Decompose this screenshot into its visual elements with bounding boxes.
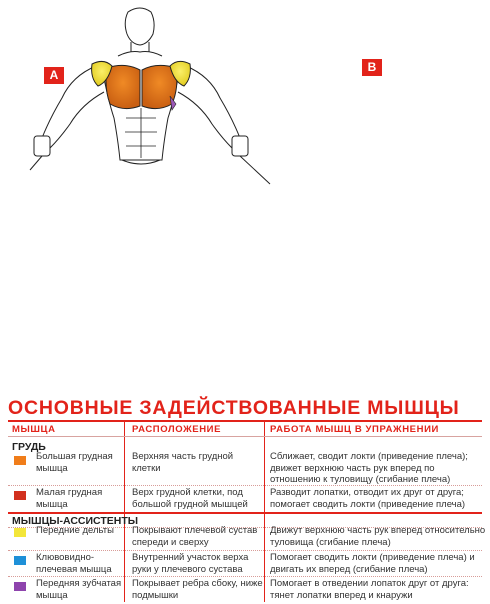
title-rule [8, 420, 482, 422]
row-separator [8, 550, 482, 551]
muscle-work: Движут верхнюю часть рук вперед относительно туловища (сгибание плеча) [270, 525, 486, 548]
header-work: РАБОТА МЫШЦ В УПРАЖНЕНИИ [270, 424, 439, 435]
section-assistants: МЫШЦЫ-АССИСТЕНТЫ [12, 515, 139, 527]
section-rule [8, 512, 482, 514]
muscle-name: Клювовидно-плечевая мышца [36, 552, 112, 575]
muscle-name: Передняя зубчатая мышца [36, 578, 122, 601]
muscle-location: Верхняя часть грудной клетки [132, 451, 234, 474]
muscle-work: Помогает сводить локти (приведение плеча) и двигать их вперед (сгибание плеча) [270, 552, 475, 575]
color-swatch [14, 456, 26, 465]
color-swatch [14, 556, 26, 565]
figure-a-badge: A [44, 67, 64, 84]
color-swatch [14, 491, 26, 500]
muscle-name: Большая грудная мышца [36, 451, 113, 474]
table-title: ОСНОВНЫЕ ЗАДЕЙСТВОВАННЫЕ МЫШЦЫ [8, 397, 460, 419]
muscle-location: Внутренний участок верха руки у плечевого сустава [132, 552, 249, 575]
header-location: РАСПОЛОЖЕНИЕ [132, 424, 222, 435]
muscle-work: Разводит лопатки, отводит их друг от друга; помогает сводить локти (приведение плеча) [270, 487, 466, 510]
muscle-name: Передние дельты [36, 525, 114, 536]
header-rule [8, 436, 482, 437]
row-separator [8, 576, 482, 577]
figure-b-badge: B [362, 59, 382, 76]
section-chest: ГРУДЬ [12, 441, 46, 453]
muscle-location: Покрывают плечевой сустав спереди и сверху [132, 525, 258, 548]
color-swatch [14, 528, 26, 537]
muscle-work: Сближает, сводит локти (приведение плеча); движет верхнюю часть рук вперед по отношению к туловищу (сгибание плеча) [270, 451, 468, 485]
muscle-location: Верх грудной клетки, под большой грудной мышцей [132, 487, 248, 510]
header-muscle: МЫШЦА [12, 424, 56, 435]
muscle-location: Покрывает ребра сбоку, ниже подмышки [132, 578, 263, 601]
muscle-work: Помогает в отведении лопаток друг от друга: тянет лопатки вперед и кнаружи [270, 578, 469, 601]
color-swatch [14, 582, 26, 591]
row-separator [8, 485, 482, 486]
figure-a [30, 8, 270, 184]
muscle-name: Малая грудная мышца [36, 487, 103, 510]
